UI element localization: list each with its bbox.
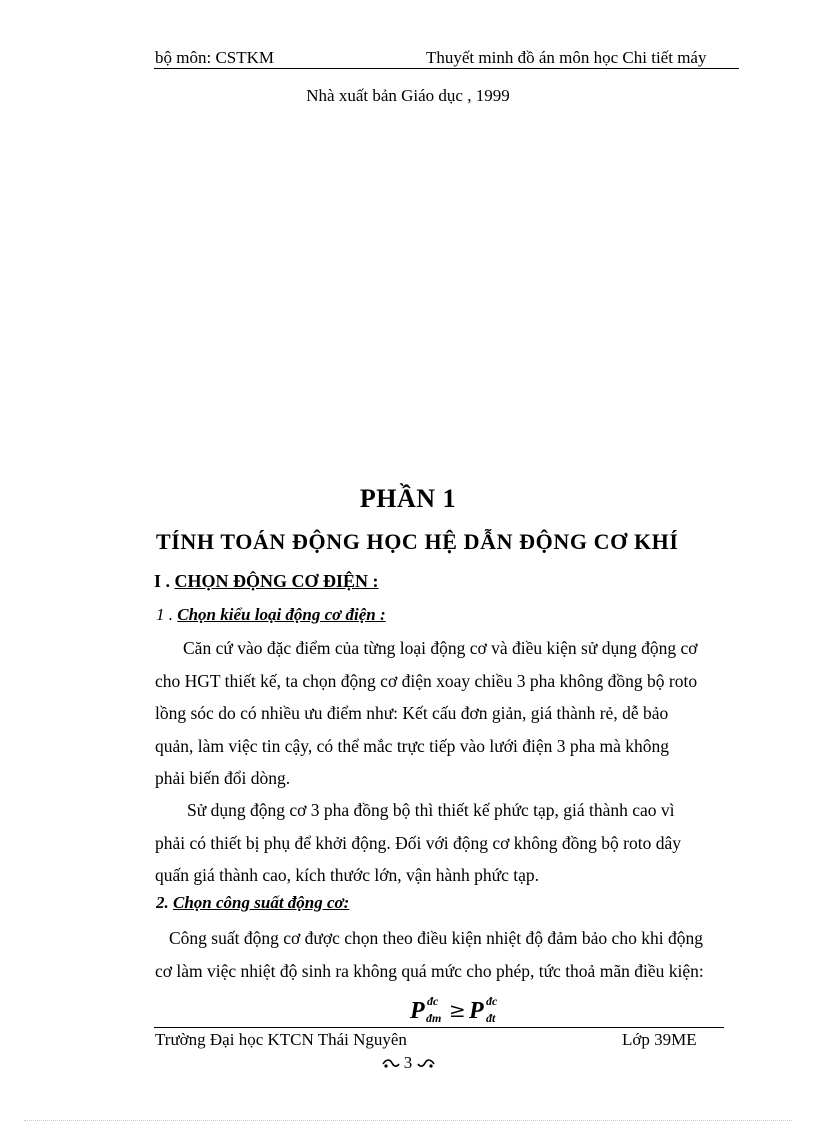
footer-school: Trường Đại học KTCN Thái Nguyên: [155, 1030, 407, 1049]
part-title: PHẦN 1: [359, 484, 457, 513]
page-number: 3: [403, 1053, 413, 1072]
header-department: bộ môn: CSTKM: [155, 48, 275, 67]
paragraph-line: quản, làm việc tin cậy, có thể mắc trực tiếp vào lưới điện 3 pha mà không: [155, 735, 670, 756]
page-number-block: [0, 1053, 816, 1073]
formula-operator: ≥: [449, 998, 466, 1022]
page-edge-divider: [24, 1120, 792, 1121]
footer-rule: [154, 1027, 724, 1028]
paragraph-line: cơ làm việc nhiệt độ sinh ra không quá mức cho phép, tức thoả mãn điều kiện:: [155, 960, 704, 981]
paragraph-line: cho HGT thiết kế, ta chọn động cơ điện xoay chiều 3 pha không đồng bộ roto: [155, 670, 698, 691]
subsection-number: 1 .: [156, 605, 173, 624]
paragraph-line: phải biến đổi dòng.: [155, 768, 291, 788]
paragraph-line: lồng sóc do có nhiều ưu điểm như: Kết cấu đơn giản, giá thành rẻ, dễ bảo: [155, 703, 669, 723]
header-document-title: Thuyết minh đồ án môn học Chi tiết máy: [426, 48, 707, 67]
subsection-title: Chọn công suất động cơ:: [173, 893, 350, 912]
header-rule: [154, 68, 739, 69]
paragraph-line: quấn giá thành cao, kích thước lớn, vận hành phức tạp.: [155, 865, 539, 885]
paragraph-1: [155, 632, 758, 795]
paragraph-line: Sử dụng động cơ 3 pha đồng bộ thì thiết kế phức tạp, giá thành cao vì: [187, 800, 675, 820]
footer-class: Lớp 39ME: [622, 1030, 697, 1049]
ornament-right-icon: [417, 1058, 435, 1070]
subsection-number: 2.: [156, 893, 169, 912]
part-subtitle: TÍNH TOÁN ĐỘNG HỌC HỆ DẪN ĐỘNG CƠ KHÍ: [156, 529, 679, 554]
formula-right-symbol: P: [469, 998, 484, 1024]
formula-right-sub: đt: [486, 1011, 496, 1025]
power-condition-formula: [400, 990, 510, 1026]
paragraph-line: Căn cứ vào đặc điểm của từng loại động cơ và điều kiện sử dụng động cơ: [183, 638, 698, 658]
section-number: I .: [154, 571, 171, 591]
subsection-heading-2: [156, 893, 349, 913]
paragraph-2: [155, 794, 758, 892]
section-title: CHỌN ĐỘNG CƠ ĐIỆN :: [174, 571, 379, 591]
ornament-left-icon: [382, 1058, 400, 1070]
formula-left-sub: đm: [426, 1011, 442, 1025]
section-heading-1: [154, 571, 379, 592]
subsection-heading-1: [156, 605, 386, 625]
reference-line: Nhà xuất bản Giáo dục , 1999: [306, 86, 510, 105]
formula-right-sup: đc: [486, 994, 498, 1008]
paragraph-line: Công suất động cơ được chọn theo điều kiện nhiệt độ đảm bảo cho khi động: [169, 928, 703, 948]
formula-left-sup: đc: [427, 994, 439, 1008]
formula-left-symbol: P: [410, 998, 425, 1024]
subsection-title: Chọn kiểu loại động cơ điện :: [177, 605, 386, 624]
paragraph-3: [155, 922, 758, 987]
paragraph-line: phải có thiết bị phụ để khởi động. Đối với động cơ không đồng bộ roto dây: [155, 832, 681, 853]
